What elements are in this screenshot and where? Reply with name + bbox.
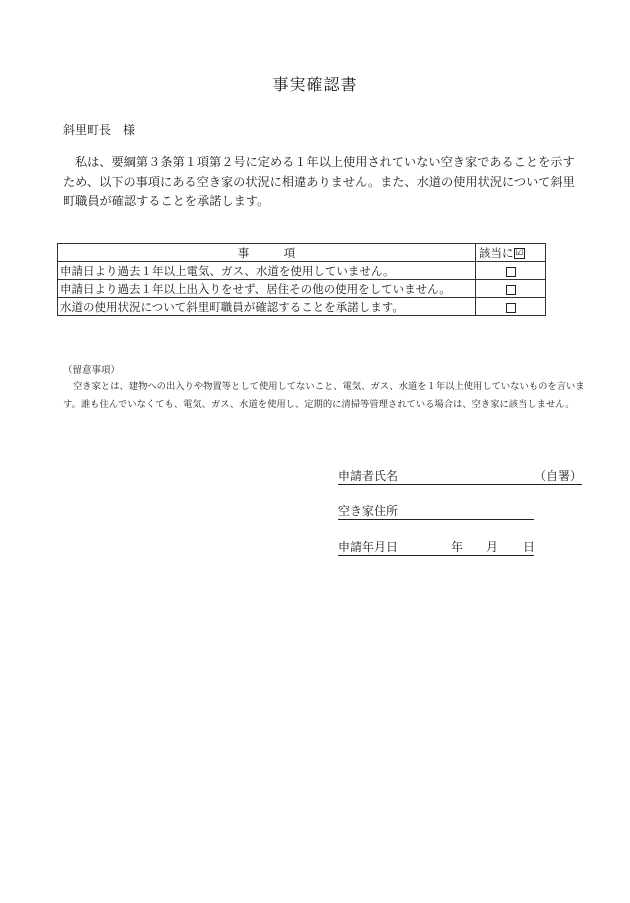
notes-title: （留意事項） <box>63 365 121 376</box>
vacant-house-address-label: 空き家住所 <box>338 504 399 518</box>
application-date-field[interactable] <box>338 539 534 556</box>
row-text: 申請日より過去１年以上電気、ガス、水道を使用していません。 <box>58 262 476 280</box>
notes-body: 空き家とは、建物への出入りや物置等として使用してないこと、電気、ガス、水道を１年以上使用していないものを言います。誰も住んでいなくても、電気、ガス、水道を使用し、定期的に清掃等管理されている場合は、空き家に該当しません。 <box>63 381 585 410</box>
checkbox-icon[interactable] <box>506 303 516 313</box>
checked-box-icon: ☑ <box>514 248 524 258</box>
document-title: 事実確認書 <box>272 75 358 94</box>
checkbox-icon[interactable] <box>506 267 516 277</box>
signature-note: （自署） <box>533 469 582 483</box>
intro-paragraph: 私は、要綱第３条第１項第２号に定める１年以上使用されていない空き家であることを示すため、以下の事項にある空き家の状況に相違ありません。また、水道の使用状況について斜里町職員が確認することを承諾します。 <box>63 155 575 208</box>
addressee: 斜里町長 様 <box>63 123 136 137</box>
date-day-label: 日 <box>523 540 536 554</box>
row-check-cell[interactable] <box>476 280 546 298</box>
table-header-row <box>58 244 546 262</box>
table-row <box>58 280 546 298</box>
row-text: 水道の使用状況について斜里町職員が確認することを承諾します。 <box>58 298 476 316</box>
header-item: 事 項 <box>58 244 476 262</box>
header-check-label: 該当に <box>479 245 514 260</box>
table-row <box>58 298 546 316</box>
date-year-label: 年 <box>451 540 464 554</box>
row-check-cell[interactable] <box>476 298 546 316</box>
application-date-label: 申請年月日 <box>338 540 399 554</box>
row-check-cell[interactable] <box>476 262 546 280</box>
vacant-house-address-field[interactable] <box>338 503 534 520</box>
confirmation-table <box>57 243 546 316</box>
date-month-label: 月 <box>486 540 499 554</box>
header-check <box>476 244 546 262</box>
applicant-name-field[interactable] <box>338 468 582 485</box>
table-row <box>58 262 546 280</box>
checkbox-icon[interactable] <box>506 285 516 295</box>
row-text: 申請日より過去１年以上出入りをせず、居住その他の使用をしていません。 <box>58 280 476 298</box>
applicant-name-label: 申請者氏名 <box>338 469 399 483</box>
